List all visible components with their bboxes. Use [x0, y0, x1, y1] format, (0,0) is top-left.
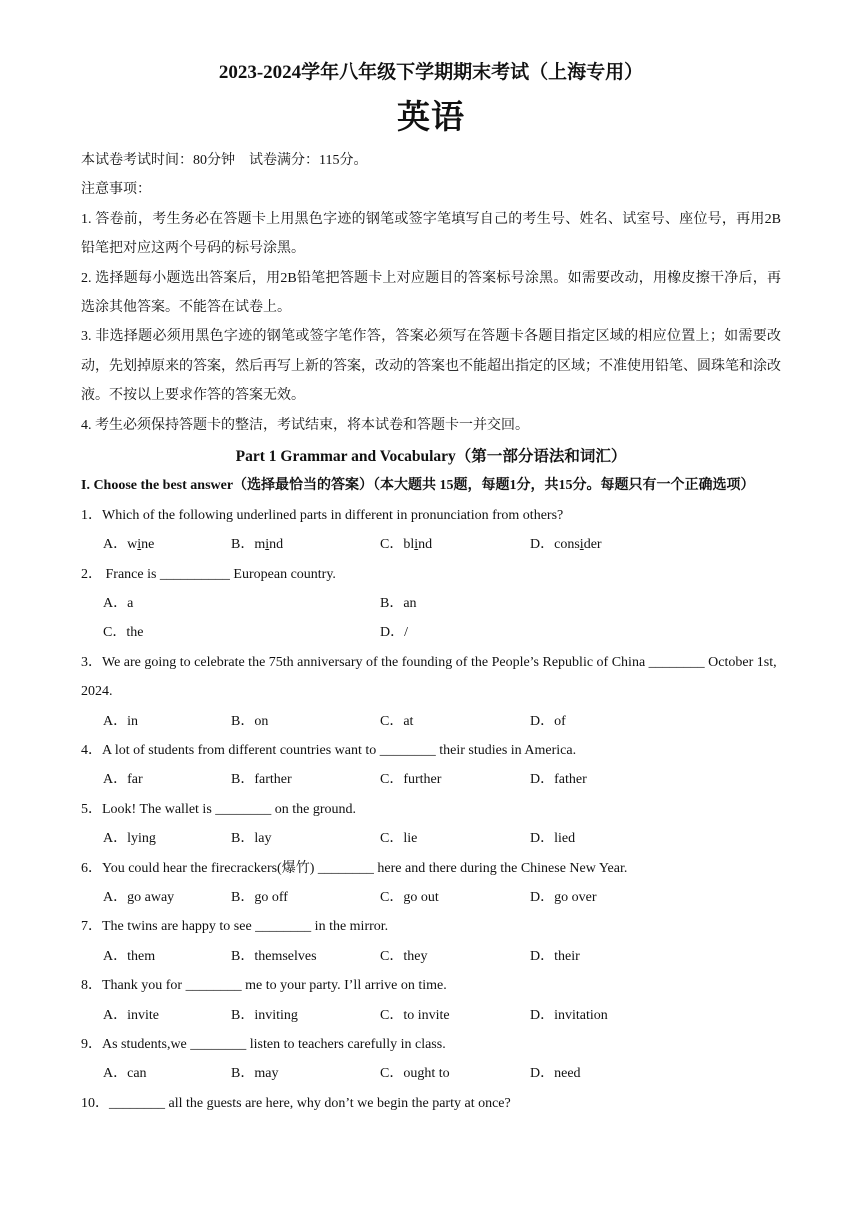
question-text: You could hear the firecrackers(爆竹) ________ here and there during the Chinese New Year.	[102, 860, 628, 876]
question-text: As students,we ________ listen to teachers carefully in class.	[102, 1037, 446, 1052]
option-b[interactable]: B．farther	[231, 772, 292, 788]
question-1	[81, 501, 781, 530]
option-c[interactable]: C．at	[380, 713, 414, 729]
option-c[interactable]: C．blind	[380, 537, 433, 553]
option-d[interactable]: D．/	[380, 625, 409, 641]
option-c[interactable]: C．lie	[380, 831, 418, 847]
option-d[interactable]: D．lied	[530, 831, 576, 847]
question-number: 7．	[81, 919, 102, 935]
question-10	[81, 1089, 781, 1118]
notice-item-3: 3. 非选择题必须用黑色字迹的钢笔或签字笔作答，答案必须写在答题卡各题目指定区域的相应位置上；如需要改动，先划掉原来的答案，然后再写上新的答案，改动的答案也不能超出指定的区域；不准使用铅笔、圆珠笔和涂改液。不按以上要求作答的答案无效。	[81, 329, 781, 404]
question-9	[81, 1030, 781, 1059]
question-text: France is __________ European country.	[102, 566, 336, 582]
question-text: A lot of students from different countries want to ________ their studies in America.	[102, 743, 577, 759]
question-number: 10．	[81, 1095, 109, 1111]
option-d[interactable]: D．consider	[530, 537, 602, 553]
question-number: 2．	[81, 566, 102, 582]
notice-item-1: 1. 答卷前，考生务必在答题卡上用黑色字迹的钢笔或签字笔填写自己的考生号、姓名、试室号、座位号，再用2B铅笔把对应这两个号码的标号涂黑。	[81, 211, 781, 257]
option-b[interactable]: B．inviting	[231, 1007, 298, 1023]
question-8-options	[81, 1001, 781, 1030]
underlined-letter: i	[414, 537, 419, 553]
question-7-options	[81, 942, 781, 971]
option-a[interactable]: A．them	[103, 948, 156, 964]
option-a[interactable]: A．in	[103, 713, 139, 729]
question-number: 9．	[81, 1037, 102, 1052]
notice-item-4: 4. 考生必须保持答题卡的整洁，考试结束，将本试卷和答题卡一并交回。	[81, 417, 529, 433]
exam-subject: 英语	[397, 100, 465, 136]
question-2-options-row1	[81, 589, 781, 618]
exam-time-info: 本试卷考试时间：80分钟 试卷满分：115分。	[81, 153, 368, 168]
option-c[interactable]: C．they	[380, 948, 428, 964]
option-c[interactable]: C．go out	[380, 890, 439, 906]
option-b[interactable]: B．on	[231, 713, 269, 729]
question-number: 1．	[81, 507, 102, 523]
option-d[interactable]: D．invitation	[530, 1007, 608, 1023]
option-b[interactable]: B．lay	[231, 831, 272, 847]
notice-heading: 注意事项：	[81, 182, 151, 198]
option-d[interactable]: D．of	[530, 713, 566, 729]
option-a[interactable]: A．wine	[103, 537, 155, 553]
option-a[interactable]: A．go away	[103, 890, 175, 906]
option-c[interactable]: C．further	[380, 772, 442, 788]
part1-heading: Part 1 Grammar and Vocabulary（第一部分语法和词汇）	[235, 448, 627, 466]
question-3-options	[81, 707, 781, 736]
option-d[interactable]: D．their	[530, 948, 580, 964]
option-b[interactable]: B．mind	[231, 537, 284, 553]
exam-page	[81, 58, 781, 1118]
option-d[interactable]: D．go over	[530, 890, 597, 906]
exam-title: 2023-2024学年八年级下学期期末考试（上海专用）	[218, 62, 644, 83]
question-text: ________ all the guests are here, why don’t we begin the party at once?	[109, 1095, 511, 1111]
question-6-options	[81, 883, 781, 912]
question-number: 4．	[81, 743, 102, 759]
question-2	[81, 560, 781, 589]
question-text: Look! The wallet is ________ on the ground.	[102, 801, 357, 817]
question-6	[81, 854, 781, 883]
question-number: 6．	[81, 860, 102, 876]
question-text: Thank you for ________ me to your party. I’ll arrive on time.	[102, 978, 447, 994]
option-d[interactable]: D．father	[530, 772, 587, 788]
question-3	[81, 648, 781, 707]
question-number: 8．	[81, 978, 102, 994]
question-9-options	[81, 1059, 781, 1088]
underlined-letter: i	[265, 537, 270, 553]
question-text: Which of the following underlined parts in different in pronunciation from others?	[102, 507, 564, 523]
question-text: The twins are happy to see ________ in the mirror.	[102, 919, 389, 935]
question-1-options	[81, 530, 781, 559]
question-text: We are going to celebrate the 75th anniversary of the founding of the People’s Republic of China ________ October 1st, 2024.	[81, 654, 777, 700]
question-number: 3．	[81, 654, 102, 670]
option-d[interactable]: D．need	[530, 1066, 581, 1082]
option-c[interactable]: C．ought to	[380, 1066, 450, 1082]
question-number: 5．	[81, 801, 102, 817]
question-7	[81, 912, 781, 941]
option-a[interactable]: A．a	[103, 596, 134, 612]
notice-item-2: 2. 选择题每小题选出答案后，用2B铅笔把答题卡上对应题目的答案标号涂黑。如需要改动，用橡皮擦干净后，再选涂其他答案。不能答在试卷上。	[81, 270, 781, 315]
option-a[interactable]: A．far	[103, 772, 143, 788]
option-b[interactable]: B．go off	[231, 890, 288, 906]
question-5-options	[81, 824, 781, 853]
option-c[interactable]: C．the	[103, 625, 144, 641]
option-c[interactable]: C．to invite	[380, 1007, 450, 1023]
question-4-options	[81, 765, 781, 794]
question-8	[81, 971, 781, 1000]
option-b[interactable]: B．themselves	[231, 948, 317, 964]
option-a[interactable]: A．can	[103, 1066, 147, 1082]
option-a[interactable]: A．invite	[103, 1007, 160, 1023]
section-1-title: I. Choose the best answer（选择最恰当的答案）（本大题共 15题，每题1分，共15分。每题只有一个正确选项）	[81, 478, 755, 494]
underlined-letter: i	[137, 537, 142, 553]
option-b[interactable]: B．an	[380, 596, 417, 612]
question-4	[81, 736, 781, 765]
question-5	[81, 795, 781, 824]
option-a[interactable]: A．lying	[103, 831, 156, 847]
question-2-options-row2	[81, 618, 781, 647]
underlined-letter: i	[579, 537, 584, 553]
option-b[interactable]: B．may	[231, 1066, 279, 1082]
